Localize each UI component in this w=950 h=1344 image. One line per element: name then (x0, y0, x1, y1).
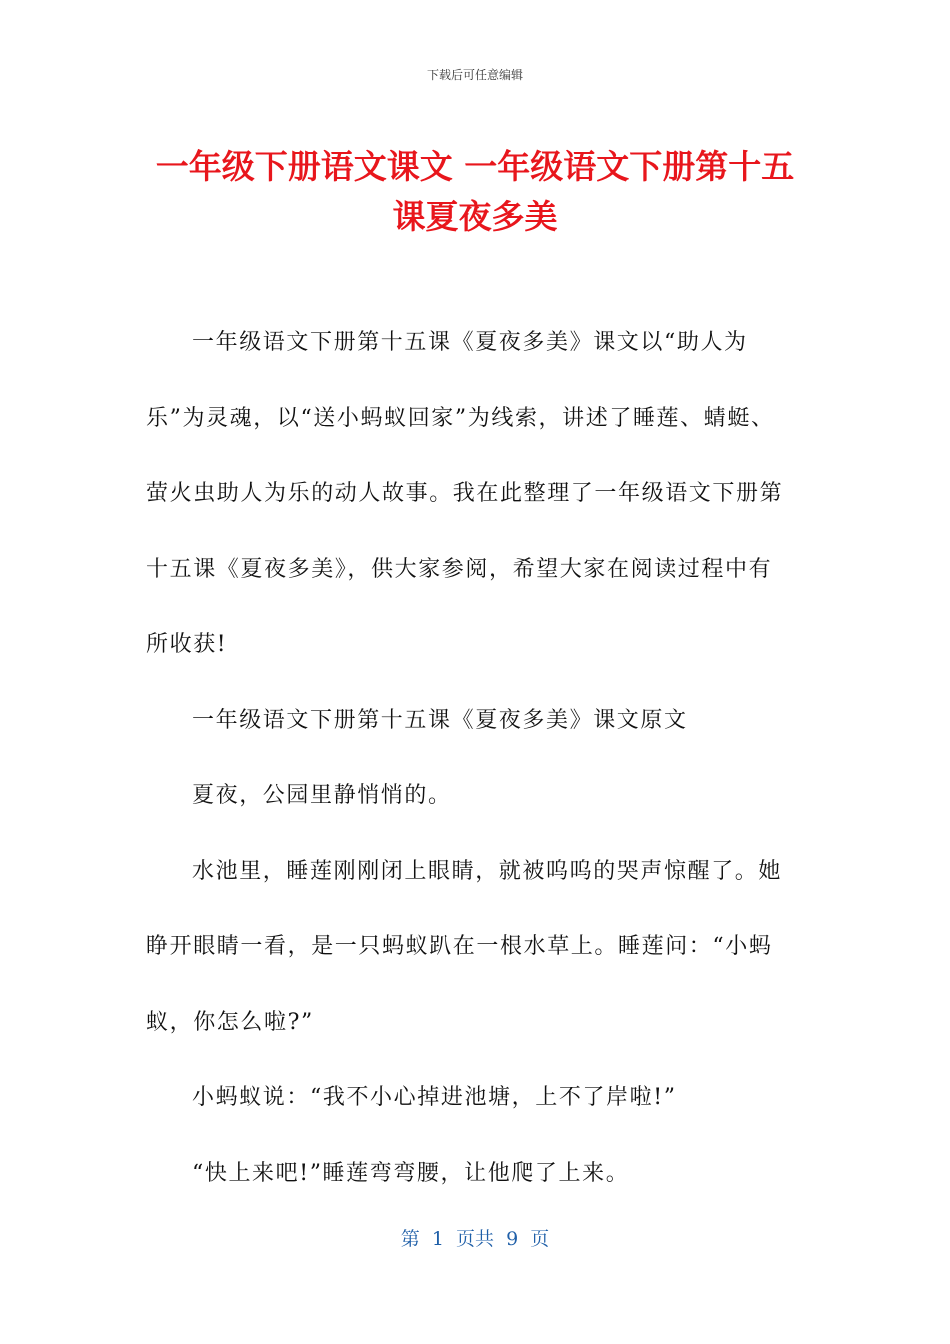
paragraph-line: 蚁，你怎么啦?” (146, 1009, 314, 1035)
page-number-footer: 第 1 页共 9 页 (400, 1228, 550, 1250)
paragraph-line: 一年级语文下册第十五课《夏夜多美》课文以“助人为 (192, 330, 748, 355)
paragraph-line: 水池里，睡莲刚刚闭上眼睛，就被呜呜的哭声惊醒了。她 (192, 858, 783, 884)
paragraph-line: 十五课《夏夜多美》，供大家参阅，希望大家在阅读过程中有 (146, 556, 773, 582)
body-text (146, 316, 816, 1222)
paragraph-line: 小蚂蚁说：“我不小心掉进池塘，上不了岸啦!” (192, 1085, 677, 1110)
header-note: 下载后可任意编辑 (426, 68, 523, 82)
paragraph-line: 乐”为灵魂，以“送小蚂蚁回家”为线索，讲述了睡莲、蜻蜓、 (146, 405, 775, 431)
title-line-2: 课夏夜多美 (392, 197, 558, 236)
paragraph-line: “快上来吧!”睡莲弯弯腰，让他爬了上来。 (192, 1160, 630, 1186)
paragraph-line: 萤火虫助人为乐的动人故事。我在此整理了一年级语文下册第 (146, 481, 784, 506)
paragraph-line: 夏夜，公园里静悄悄的。 (192, 783, 452, 808)
title-line-1: 一年级下册语文课文 一年级语文下册第十五 (155, 147, 795, 186)
page-title (100, 142, 850, 242)
paragraph-line: 睁开眼睛一看，是一只蚂蚁趴在一根水草上。睡莲问：“小蚂 (146, 934, 773, 959)
section-heading: 一年级语文下册第十五课《夏夜多美》课文原文 (192, 707, 688, 733)
paragraph-line: 所收获! (146, 632, 228, 657)
